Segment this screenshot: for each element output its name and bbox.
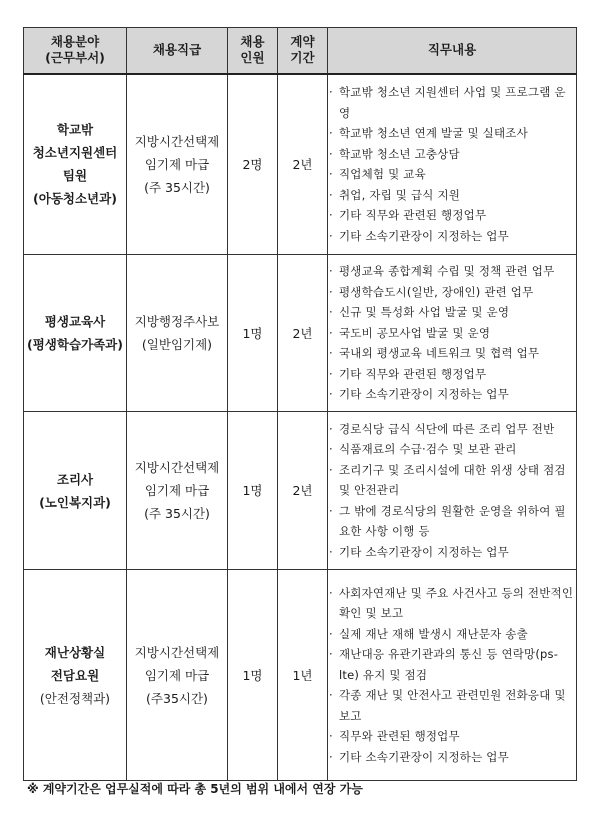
duty-item: · 학교밖 청소년 고충상담	[328, 144, 576, 165]
duty-item: · 기타 소속기관장이 지정하는 업무	[328, 747, 576, 768]
grade-line: 지방시간선택제	[134, 644, 220, 660]
field-name-line: 전담요원	[50, 667, 100, 683]
period-cell: 2년	[278, 412, 328, 570]
grade-line: (일반임기제)	[141, 337, 213, 352]
field-name-line: 조리사	[56, 471, 94, 487]
period-cell: 2년	[278, 255, 328, 412]
duty-item: · 재난대응 유관기관과의 통신 등 연락망(ps-lte) 유지 및 점검	[328, 644, 576, 685]
duties-list	[328, 261, 576, 405]
field-cell	[24, 570, 127, 781]
duty-item: · 실제 재난 재해 발생시 재난문자 송출	[328, 624, 576, 645]
header-grade: 채용직급	[127, 28, 228, 74]
grade-cell	[127, 74, 228, 255]
grade-line: 지방시간선택제	[134, 133, 220, 149]
header-field-line1: 채용분야	[50, 34, 100, 50]
header-count	[228, 28, 278, 74]
duties-cell	[328, 74, 577, 255]
duty-item: · 취업, 자립 및 급식 지원	[328, 185, 576, 206]
duty-item: · 학교밖 청소년 지원센터 사업 및 프로그램 운영	[328, 82, 576, 123]
header-period	[278, 28, 328, 74]
duty-item: · 경로식당 급식 식단에 따른 조리 업무 전반	[328, 419, 576, 440]
table-row	[24, 74, 577, 255]
duty-item: · 직무와 관련된 행정업무	[328, 726, 576, 747]
duty-item: · 기타 소속기관장이 지정하는 업무	[328, 226, 576, 247]
field-name-line: 팀원	[62, 168, 88, 184]
header-duties: 직무내용	[328, 28, 577, 74]
header-period-line2: 기간	[290, 50, 315, 66]
header-count-line1: 채용	[240, 34, 265, 50]
department-label: (평생학습가족과)	[27, 337, 123, 352]
field-cell	[24, 412, 127, 570]
duty-item: · 평생학습도시(일반, 장애인) 관련 업무	[328, 282, 576, 303]
department-label: (아동청소년과)	[33, 191, 117, 207]
duties-list	[328, 583, 576, 768]
duty-item: · 국도비 공모사업 발굴 및 운영	[328, 323, 576, 344]
table-row	[24, 570, 577, 781]
grade-cell	[127, 570, 228, 781]
header-period-line1: 계약	[290, 34, 315, 50]
duty-item: · 식품재료의 수급·검수 및 보관 관리	[328, 439, 576, 460]
period-cell: 1년	[278, 570, 328, 781]
duty-item: · 기타 직무와 관련된 행정업무	[328, 364, 576, 385]
grade-line: (주35시간)	[146, 690, 208, 706]
header-field	[24, 28, 127, 74]
period-cell: 2년	[278, 74, 328, 255]
field-name-line: 평생교육사	[44, 314, 106, 329]
header-field-line2: (근무부서)	[45, 50, 105, 66]
count-cell: 1명	[228, 570, 278, 781]
table-row	[24, 412, 577, 570]
duties-cell	[328, 412, 577, 570]
duty-item: · 각종 재난 및 안전사고 관련민원 전화응대 및 보고	[328, 685, 576, 726]
duty-item: · 기타 직무와 관련된 행정업무	[328, 205, 576, 226]
field-cell	[24, 74, 127, 255]
grade-line: 지방시간선택제	[134, 460, 220, 475]
grade-cell	[127, 412, 228, 570]
field-name-line: 학교밖	[56, 122, 94, 138]
field-name-line: 청소년지원센터	[32, 145, 118, 161]
duty-item: · 신규 및 특성화 사업 발굴 및 운영	[328, 302, 576, 323]
grade-line: 임기제 마급	[144, 156, 210, 172]
duty-item: · 그 밖에 경로식당의 원활한 운영을 위하여 필요한 사항 이행 등	[328, 501, 576, 542]
grade-line: 임기제 마급	[144, 667, 210, 683]
count-cell: 1명	[228, 255, 278, 412]
header-row	[24, 28, 577, 74]
duties-cell	[328, 255, 577, 412]
duty-item: · 기타 소속기관장이 지정하는 업무	[328, 542, 576, 563]
grade-line: (주 35시간)	[144, 179, 210, 195]
department-label: (안전정책과)	[39, 690, 111, 706]
department-label: (노인복지과)	[39, 494, 111, 510]
duties-cell	[328, 570, 577, 781]
duty-item: · 조리기구 및 조리시설에 대한 위생 상태 점검 및 안전관리	[328, 460, 576, 501]
recruitment-table	[23, 27, 577, 781]
grade-line: 지방행정주사보	[134, 314, 220, 329]
count-cell: 2명	[228, 74, 278, 255]
duty-item: · 사회자연재난 및 주요 사건사고 등의 전반적인 확인 및 보고	[328, 583, 576, 624]
header-count-line2: 인원	[240, 50, 265, 66]
duty-item: · 국내외 평생교육 네트워크 및 협력 업무	[328, 343, 576, 364]
grade-line: (주 35시간)	[144, 506, 210, 521]
table-row	[24, 255, 577, 412]
contract-note: ※ 계약기간은 업무실적에 따라 총 5년의 범위 내에서 연장 가능	[27, 782, 363, 796]
count-cell: 1명	[228, 412, 278, 570]
duties-list	[328, 419, 576, 563]
field-cell	[24, 255, 127, 412]
duty-item: · 직업체험 및 교육	[328, 164, 576, 185]
duty-item: · 기타 소속기관장이 지정하는 업무	[328, 384, 576, 405]
duties-list	[328, 82, 576, 246]
grade-line: 임기제 마급	[144, 483, 210, 498]
duty-item: · 학교밖 청소년 연계 발굴 및 실태조사	[328, 123, 576, 144]
duty-item: · 평생교육 종합계획 수립 및 정책 관련 업무	[328, 261, 576, 282]
field-name-line: 재난상황실	[44, 644, 106, 660]
grade-cell	[127, 255, 228, 412]
